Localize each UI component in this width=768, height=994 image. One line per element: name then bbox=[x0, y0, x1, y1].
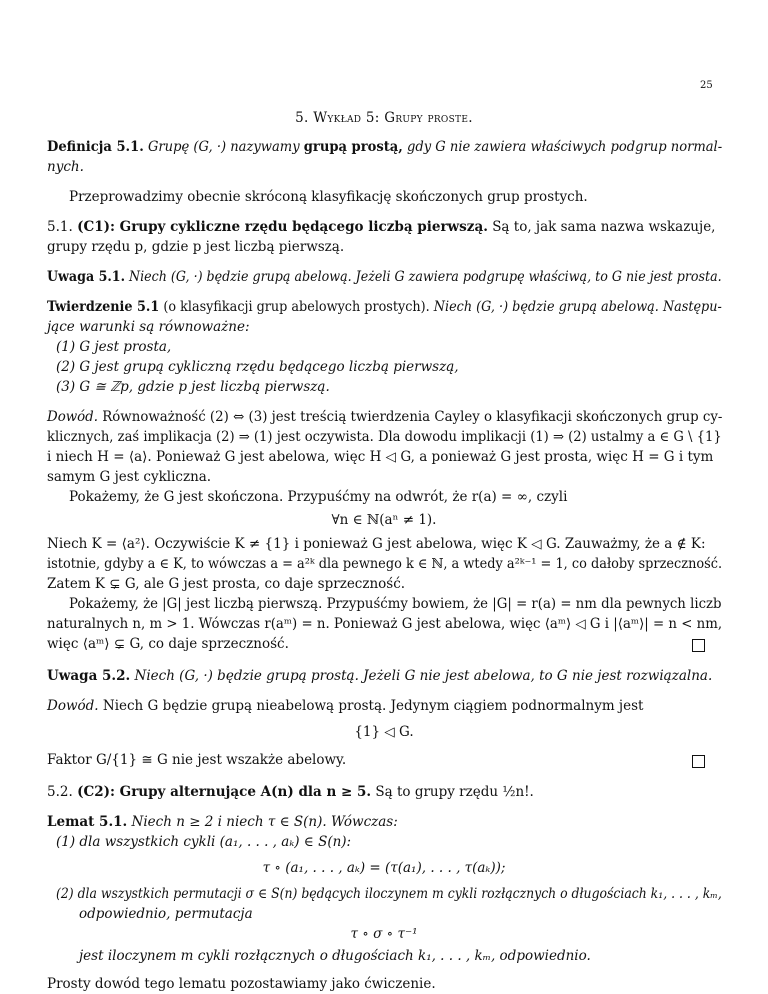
theorem-text: Niech (G, ·) będzie grupą abelową. Następu- bbox=[433, 299, 722, 315]
proof-2-equation: {1} ◁ G. bbox=[354, 724, 414, 740]
subsection-text: Są to, jak sama nazwa wskazuje, bbox=[492, 219, 716, 235]
remark-text: Niech (G, ·) będzie grupą abelową. Jeżeli G zawiera podgrupę właściwą, to G nie jest prosta. bbox=[129, 269, 722, 285]
proof-1-line-9: Pokażemy, że |G| jest liczbą pierwszą. Przypuśćmy bowiem, że |G| = r(a) = nm dla pewnych liczb bbox=[69, 596, 722, 612]
proof-2-line-2: Faktor G/{1} ≅ G nie jest wszakże abelowy. bbox=[47, 752, 347, 768]
remark-5-1 bbox=[47, 267, 722, 287]
subsection-number: 5.1. bbox=[47, 219, 73, 235]
lemma-item-1: (1) dla wszystkich cykli (a₁, . . . , aₖ) ∈ S(n): bbox=[56, 834, 352, 850]
theorem-condition-3: (3) G ≅ ℤp, gdzie p jest liczbą pierwszą. bbox=[56, 379, 330, 395]
remark-text: Niech (G, ·) będzie grupą prostą. Jeżeli G nie jest abelowa, to G nie jest rozwiązalna. bbox=[134, 668, 713, 684]
theorem-condition-1: (1) G jest prosta, bbox=[56, 339, 172, 355]
theorem-label: Twierdzenie 5.1 bbox=[47, 299, 160, 315]
qed-symbol bbox=[692, 755, 705, 768]
definition-label: Definicja 5.1. bbox=[47, 139, 144, 155]
definition-5-1 bbox=[47, 137, 722, 157]
section-title: 5. Wykład 5: Grupy proste. bbox=[295, 110, 473, 126]
proof-1-equation: ∀n ∈ ℕ(aⁿ ≠ 1). bbox=[331, 512, 437, 528]
lemma-label: Lemat 5.1. bbox=[47, 814, 128, 830]
proof-1-line-6: Niech K = ⟨a²⟩. Oczywiście K ≠ {1} i ponieważ G jest abelowa, więc K ◁ G. Zauważmy, że a ∉ K: bbox=[47, 536, 706, 552]
lemma-item-2-line-3: jest iloczynem m cykli rozłącznych o długościach k₁, . . . , kₘ, odpowiednio. bbox=[79, 948, 591, 964]
theorem-5-1 bbox=[47, 297, 722, 317]
proof-1-line-2: klicznych, zaś implikacja (2) ⇒ (1) jest oczywista. Dla dowodu implikacji (1) ⇒ (2) ustalmy a ∈ G \ {1} bbox=[47, 429, 722, 445]
theorem-name: (o klasyfikacji grup abelowych prostych). bbox=[163, 299, 430, 315]
subsection-heading: (C2): Grupy alternujące A(n) dla n ≥ 5. bbox=[77, 784, 372, 800]
proof-1-line-10: naturalnych n, m > 1. Wówczas r(aᵐ) = n. Ponieważ G jest abelowa, więc ⟨aᵐ⟩ ◁ G i |⟨aᵐ⟩| = n < nm, bbox=[47, 616, 723, 632]
qed-symbol bbox=[692, 639, 705, 652]
subsection-number: 5.2. bbox=[47, 784, 73, 800]
closing-paragraph: Prosty dowód tego lematu pozostawiamy jako ćwiczenie. bbox=[47, 976, 436, 992]
page-number: 25 bbox=[700, 80, 713, 91]
lemma-item-2: (2) dla wszystkich permutacji σ ∈ S(n) będących iloczynem m cykli rozłącznych o długościach k₁, . . . , kₘ, bbox=[56, 886, 722, 902]
proof-2-line-1 bbox=[47, 696, 643, 716]
proof-1-line-11: więc ⟨aᵐ⟩ ⊊ G, co daje sprzeczność. bbox=[47, 636, 289, 652]
proof-1-line-4: samym G jest cykliczna. bbox=[47, 469, 212, 485]
theorem-line-2: jące warunki są równoważne: bbox=[47, 319, 250, 335]
proof-1-line-3: i niech H = ⟨a⟩. Ponieważ G jest abelowa, więc H ◁ G, a ponieważ G jest prosta, więc H = G i tym bbox=[47, 449, 714, 465]
remark-label: Uwaga 5.1. bbox=[47, 269, 126, 285]
subsection-5-2 bbox=[47, 782, 534, 802]
subsection-heading: (C1): Grupy cykliczne rzędu będącego liczbą pierwszą. bbox=[77, 219, 488, 235]
definition-text-1: Grupę (G, ·) nazywamy bbox=[147, 139, 300, 155]
lemma-equation-1: τ ∘ (a₁, . . . , aₖ) = (τ(a₁), . . . , τ(aₖ)); bbox=[262, 860, 506, 876]
proof-1-line-8: Zatem K ⊊ G, ale G jest prosta, co daje sprzeczność. bbox=[47, 576, 406, 592]
definition-term: grupą prostą, bbox=[303, 139, 403, 155]
remark-5-2 bbox=[47, 666, 712, 686]
subsection-5-1 bbox=[47, 217, 715, 237]
lemma-item-2-line-2: odpowiednio, permutacja bbox=[79, 906, 253, 922]
lemma-text: Niech n ≥ 2 i niech τ ∈ S(n). Wówczas: bbox=[131, 814, 398, 830]
proof-label: Dowód. bbox=[47, 698, 99, 714]
lemma-5-1 bbox=[47, 812, 398, 832]
theorem-condition-2: (2) G jest grupą cykliczną rzędu będącego liczbą pierwszą, bbox=[56, 359, 459, 375]
proof-1-line-7: istotnie, gdyby a ∈ K, to wówczas a = a²ᵏ dla pewnego k ∈ ℕ, a wtedy a²ᵏ⁻¹ = 1, co dałoby sprzeczność. bbox=[47, 556, 723, 572]
remark-label: Uwaga 5.2. bbox=[47, 668, 131, 684]
lemma-equation-2: τ ∘ σ ∘ τ⁻¹ bbox=[350, 926, 418, 942]
intro-paragraph: Przeprowadzimy obecnie skróconą klasyfikację skończonych grup prostych. bbox=[69, 189, 588, 205]
proof-text: Równoważność (2) ⇔ (3) jest treścią twierdzenia Cayley o klasyfikacji skończonych grup cy- bbox=[102, 409, 723, 425]
proof-text: Niech G będzie grupą nieabelową prostą. Jedynym ciągiem podnormalnym jest bbox=[102, 698, 644, 714]
subsection-5-1-line-2: grupy rzędu p, gdzie p jest liczbą pierwszą. bbox=[47, 239, 345, 255]
definition-text-2: gdy G nie zawiera właściwych podgrup normal- bbox=[406, 139, 723, 155]
definition-line-2: nych. bbox=[47, 159, 84, 175]
proof-label: Dowód. bbox=[47, 409, 98, 425]
subsection-text: Są to grupy rzędu ½n!. bbox=[375, 784, 534, 800]
proof-1-line-1 bbox=[47, 407, 722, 427]
proof-1-line-5: Pokażemy, że G jest skończona. Przypuśćmy na odwrót, że r(a) = ∞, czyli bbox=[69, 489, 568, 505]
